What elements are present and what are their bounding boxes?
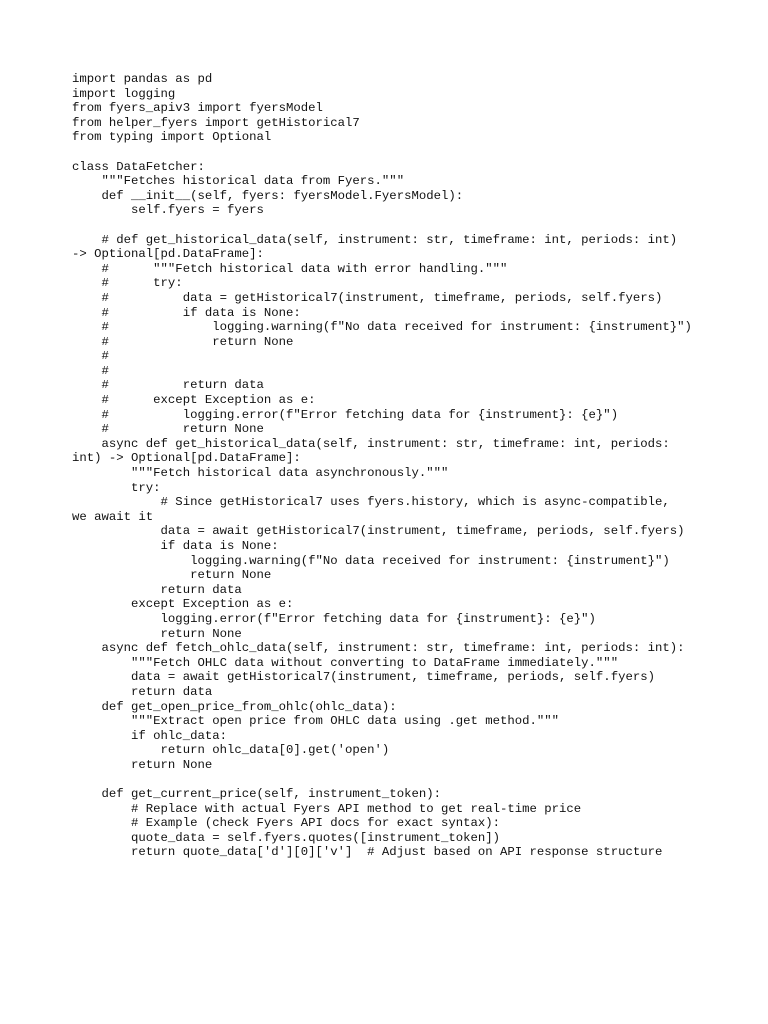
code-line: async def fetch_ohlc_data(self, instrument: str, timeframe: int, periods: int): <box>72 641 685 656</box>
code-line <box>72 145 712 160</box>
code-line: if ohlc_data: <box>72 728 227 743</box>
code-line: data = await getHistorical7(instrument, timeframe, periods, self.fyers) <box>72 524 685 539</box>
code-line: # if data is None: <box>72 305 301 320</box>
code-line: return None <box>72 626 242 641</box>
code-line: quote_data = self.fyers.quotes([instrument_token]) <box>72 830 501 845</box>
code-line: try: <box>72 480 161 495</box>
code-line: -> Optional[pd.DataFrame]: <box>72 247 264 262</box>
code-line: # """Fetch historical data with error handling.""" <box>72 261 508 276</box>
code-line: # <box>72 349 109 364</box>
code-line: # try: <box>72 276 183 291</box>
code-block <box>72 72 712 860</box>
code-line: # <box>72 363 109 378</box>
code-line: import pandas as pd <box>72 72 213 86</box>
code-line: # data = getHistorical7(instrument, timeframe, periods, self.fyers) <box>72 290 663 305</box>
code-line: return quote_data['d'][0]['v'] # Adjust based on API response structure <box>72 845 663 860</box>
code-line: if data is None: <box>72 539 279 553</box>
code-line: self.fyers = fyers <box>72 203 264 218</box>
code-line: data = await getHistorical7(instrument, timeframe, periods, self.fyers) <box>72 670 655 685</box>
code-line: from fyers_apiv3 import fyersModel <box>72 101 323 116</box>
code-line: # logging.warning(f"No data received for instrument: {instrument}") <box>72 320 692 335</box>
code-line: class DataFetcher: <box>72 159 205 174</box>
code-line: """Fetch OHLC data without converting to DataFrame immediately.""" <box>72 655 619 670</box>
code-line: def __init__(self, fyers: fyersModel.FyersModel): <box>72 188 464 203</box>
code-line: # return None <box>72 422 264 437</box>
code-line: """Fetches historical data from Fyers.""" <box>72 174 405 189</box>
code-line: # Replace with actual Fyers API method to get real-time price <box>72 801 582 816</box>
code-line: logging.warning(f"No data received for instrument: {instrument}") <box>72 553 670 568</box>
code-line: """Fetch historical data asynchronously.""" <box>72 466 449 481</box>
code-line <box>72 218 712 233</box>
code-line: # return data <box>72 378 264 393</box>
code-line: # return None <box>72 334 294 349</box>
code-line: we await it <box>72 509 154 524</box>
code-line: # Example (check Fyers API docs for exact syntax): <box>72 816 501 831</box>
code-line: # logging.error(f"Error fetching data for {instrument}: {e}") <box>72 407 619 422</box>
code-line: return data <box>72 582 242 597</box>
code-line: logging.error(f"Error fetching data for {instrument}: {e}") <box>72 611 596 626</box>
code-line: return None <box>72 757 213 772</box>
code-line: def get_current_price(self, instrument_token): <box>72 787 441 802</box>
code-line: import logging <box>72 86 176 101</box>
code-line: # except Exception as e: <box>72 393 316 408</box>
code-line: return ohlc_data[0].get('open') <box>72 743 390 758</box>
code-line: """Extract open price from OHLC data using .get method.""" <box>72 714 560 729</box>
code-line: from helper_fyers import getHistorical7 <box>72 115 360 130</box>
code-line: async def get_historical_data(self, instrument: str, timeframe: int, periods: <box>72 436 670 451</box>
code-line: from typing import Optional <box>72 130 272 145</box>
code-line: def get_open_price_from_ohlc(ohlc_data): <box>72 699 397 714</box>
code-line: return data <box>72 684 213 699</box>
code-line: # Since getHistorical7 uses fyers.history, which is async-compatible, <box>72 495 670 510</box>
code-line: # def get_historical_data(self, instrument: str, timeframe: int, periods: int) <box>72 232 678 247</box>
code-line: int) -> Optional[pd.DataFrame]: <box>72 451 301 466</box>
code-line: except Exception as e: <box>72 597 294 612</box>
code-line <box>72 773 712 788</box>
code-line: return None <box>72 568 272 583</box>
